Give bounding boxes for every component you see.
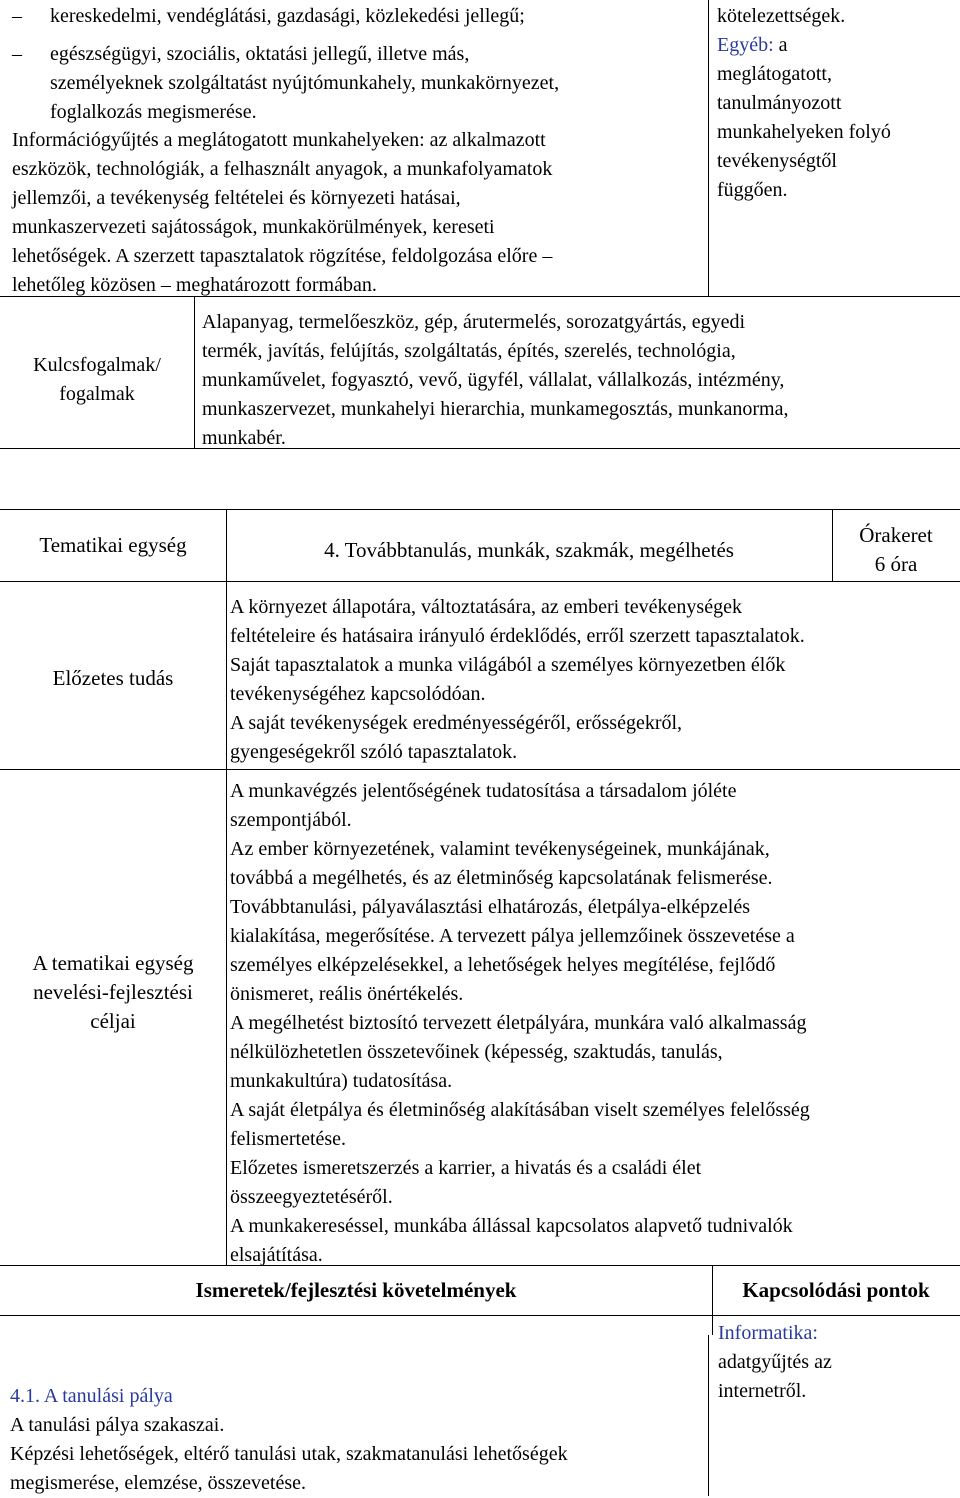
info-gathering-text: Információgyűjtés a meglátogatott munkahelyeken: az alkalmazott eszközök, technológiák, a felhasznált anyagok, a munkafolyamatok jellemzői, a tevékenység feltételei és környezeti hatásai, munkaszervezeti sajátosságok, munkakörülmények, kereseti lehetőségek. A szerzett tapasztalatok rögzítése, feldolgozása előre – lehetőleg közösen – meghatározott formában. [12,129,553,296]
connections-header: Kapcsolódási pontok [742,1278,930,1302]
requirements-text: Képzési lehetőségek, eltérő tanulási utak, szakmatanulási lehetőségek megismerése, elemzése, összevetése. [10,1443,568,1494]
row-divider [0,296,960,297]
connection-subject-label-rest: a [773,34,788,56]
unit-title: 4. Továbbtanulás, munkák, szakmák, megélhetés [324,538,734,562]
connection-cell [717,2,957,205]
requirements-cell [10,1382,710,1440]
keywords-label: Kulcsfogalmak/ fogalmak [33,354,161,405]
connection-subject-label: Egyéb: [717,34,774,56]
unit-label: Tematikai egység [39,533,187,557]
column-divider [194,296,195,448]
dash-bullet: – [12,5,22,27]
list-item [12,40,702,127]
goals-text: A munkavégzés jelentőségének tudatosítása a társadalom jóléte szempontjából. Az ember környezetének, valamint tevékenységeinek, munkájának, továbbá a megélhetés, és az életminőség kapcsolatának felismerése. Továbbtanulási, pályaválasztási elhatározás, életpálya-elképzelés kialakítása, megerősítése. A tervezett pálya jellemzőinek összevetése a személyes elképzelésekkel, a lehetőségek helyes megítélése, fejlődő önismeret, reális önértékelés. A megélhetést biztosító tervezett életpályára, munkára való alkalmasság nélkülözhetetlen összetevőinek (képesség, szaktudás, tanulás, munkakultúra) tudatosítása. A saját életpálya és életminőség alakításában viselt személyes felelősség felismertetése. Előzetes ismeretszerzés a karrier, a hivatás és a családi élet összeegyeztetéséről. A munkakereséssel, munkába állással kapcsolatos alapvető tudnivalók elsajátítása. [230,780,810,1266]
goals-label: A tematikai egység nevelési-fejlesztési céljai [32,951,194,1033]
connections-cell [718,1319,958,1406]
row-divider [0,769,960,770]
column-divider [226,509,227,1265]
hours-cell [832,521,960,579]
prior-knowledge-label: Előzetes tudás [52,666,174,690]
table-bottom-border [0,448,960,449]
dash-bullet: – [12,43,22,65]
prior-knowledge-text: A környezet állapotára, változtatására, az emberi tevékenységek feltételeire és hatásaira irányuló érdeklődés, erről szerzett tapasztalatok. Saját tapasztalatok a munka világából a személyes környezetben élők tevékenységéhez kapcsolódóan. A saját tevékenységek eredményességéről, erősségekről, gyengeségekről szóló tapasztalatok. [230,596,805,763]
hours-value: 6 óra [874,552,918,576]
requirements-subhead: 4.1. A tanulási pálya [10,1385,173,1407]
requirements-line: A tanulási pálya szakaszai. [10,1414,225,1436]
connection-informatics-text: adatgyűjtés az internetről. [718,1351,832,1402]
row-divider [0,581,960,582]
list-item-text: egészségügyi, szociális, oktatási jellegű, illetve más, személyeknek szolgáltatást nyújtómunkahely, munkakörnyezet, foglalkozás megismerése. [50,43,560,123]
connection-subject-informatics: Informatika: [718,1322,818,1344]
row-divider [0,1265,960,1266]
row-divider [0,1315,960,1316]
connection-top-text: kötelezettségek. [717,5,846,27]
connection-body-text: meglátogatott, tanulmányozott munkahelyeken folyó tevékenységtől függően. [717,63,891,201]
keywords-text: Alapanyag, termelőeszköz, gép, árutermelés, sorozatgyártás, egyedi termék, javítás, felújítás, szolgáltatás, építés, szerelés, technológia, munkaművelet, fogyasztó, vevő, ügyfél, vállalat, vállalkozás, intézmény, munkaszervezet, munkahelyi hierarchia, munkamegosztás, munkanorma, munkabér. [202,311,789,449]
column-divider [708,0,709,296]
requirements-header: Ismeretek/fejlesztési követelmények [195,1278,517,1302]
table-top-border [0,509,960,510]
hours-label: Órakeret [859,523,933,547]
list-item-text: kereskedelmi, vendéglátási, gazdasági, közlekedési jellegű; [50,5,525,27]
list-item [12,2,702,31]
